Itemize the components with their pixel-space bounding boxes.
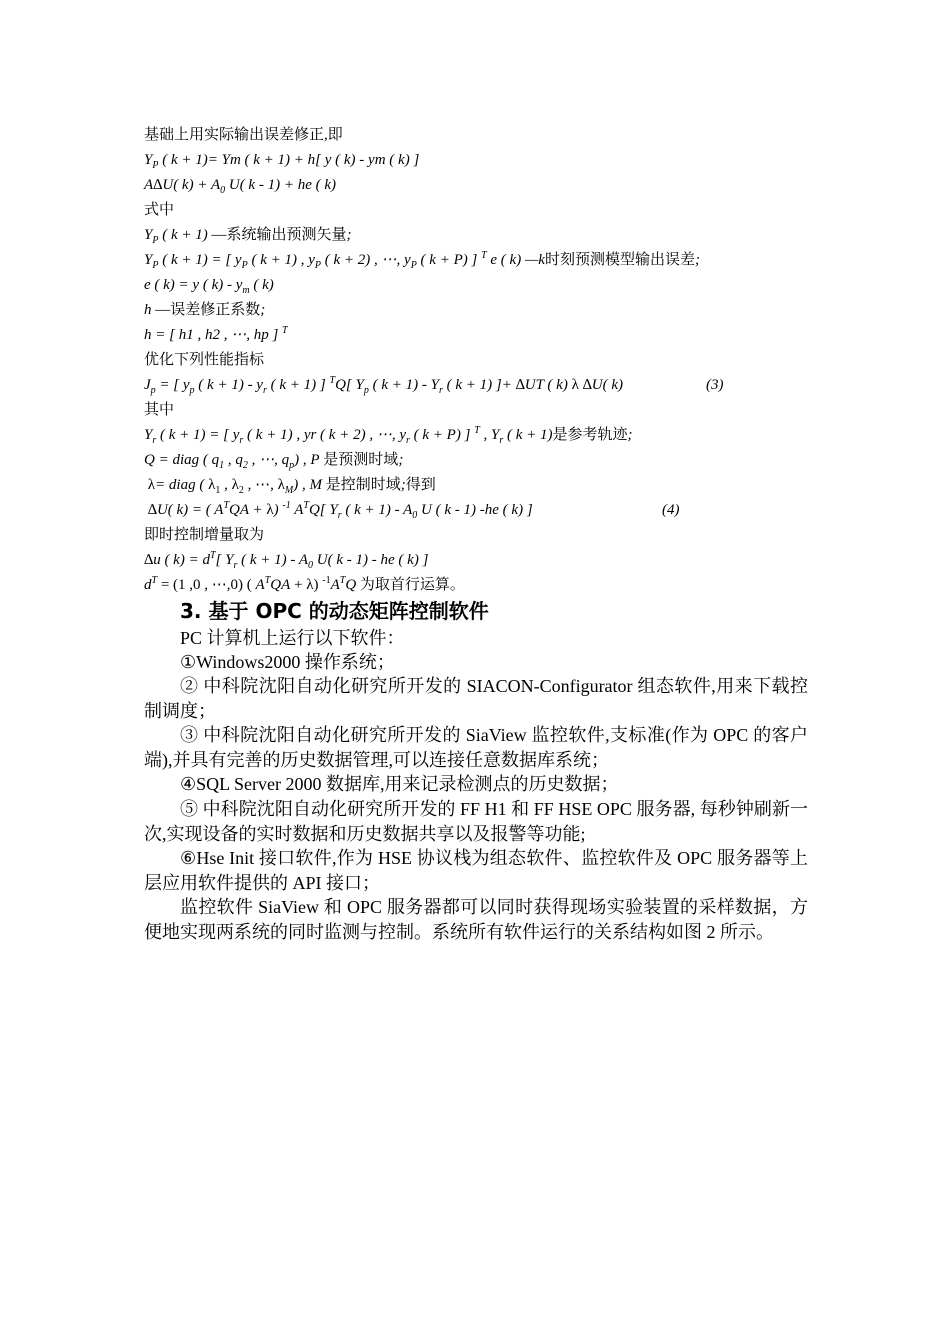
equation-performance-index: $J_p$ = [ $y_p$ ( $k + 1) - y_r$ ( k + 1) ] $^T$Q[ $Y_p$ ( $k + 1) - Y_r$ ( k + 1) ]+ ∆UT ( k) λ ∆U( k): [144, 375, 624, 396]
definition-h: h —误差修正系数;: [144, 302, 266, 318]
equation-yp-vector: $Y_P$ ( k + 1) = [ $y_P$ ( k + 1) , $y_P$ ( k + 2) , ⋯, $y_P$ ( k + P) ] $^T$ e ( k) —k时刻预测模型输出误差;: [144, 250, 700, 271]
equation-yp-correction: $Y_P$ ( k + 1)= Ym ( k + 1) + h[ y ( k) - ym ( k) ]: [144, 152, 420, 171]
paragraph-item-5: ⑤ 中科院沈阳自动化研究所开发的 FF H1 和 FF HSE OPC 服务器, 每秒钟刷新一次,实现设备的实时数据和历史数据共享以及报警等功能;: [144, 799, 808, 844]
equation-error: e ( k) = y ( $k) - y_m$ ( k): [144, 277, 274, 296]
equation-reference-trajectory: $Y_r$ ( k + 1) = [ $y_r$ ( k + 1) , yr ( k + 2) , ⋯, $y_r$ ( k + P) ] $^T$ , $Y_r$ ( k + 1)是参考轨迹;: [144, 425, 633, 446]
text-line-increment: 即时控制增量取为: [144, 527, 265, 543]
equation-dt: $d^T = (1$ ,0 , ⋯,0) ( $A^TQA + \lambda$) $^{-1}A^TQ$ 为取首行运算。: [144, 575, 465, 593]
paragraph-pc-software: PC 计算机上运行以下软件：: [180, 628, 405, 648]
equation-number-4: (4): [662, 502, 680, 518]
paragraph-item-3: ③ 中科院沈阳自动化研究所开发的 SiaView 监控软件,支标准(作为 OPC 的客户端),并具有完善的历史数据管理,可以连接任意数据库系统；: [144, 725, 808, 770]
equation-number-3: (3): [706, 377, 724, 393]
paragraph-item-2: ② 中科院沈阳自动化研究所开发的 SIACON-Configurator 组态软件,用来下载控制调度；: [144, 676, 808, 721]
text-line-intro: 基础上用实际输出误差修正,即: [144, 127, 343, 143]
equation-delta-u-instant: ∆u ( $k) = d^T$[ $Y_r$ ( $k + 1) - A_0$ U( k - 1) - he ( k) ]: [144, 550, 429, 571]
paragraph-item-4: ④SQL Server 2000 数据库,用来记录检测点的历史数据；: [180, 774, 619, 794]
section-heading: 3. 基于 OPC 的动态矩阵控制软件: [180, 599, 489, 623]
text-line-shizhong: 式中: [144, 202, 175, 218]
text-line-optimize: 优化下列性能指标: [144, 352, 265, 368]
equation-h-vector: h = [ h1 , h2 , ⋯, hp ] $^T$: [144, 325, 288, 343]
equation-model-output: A∆U( $k) + A_0$ U( k - 1) + he ( k): [144, 177, 337, 196]
equation-lambda-diag: λ= diag ( $\lambda_1$ , $\lambda_2$ , ⋯, $\lambda_M$) , M 是控制时域;得到: [144, 477, 436, 496]
equation-delta-u: ∆U( k) = ( $A^TQA + \lambda$) $^{-1}$ $A^TQ$[ $Y_r$ ( $k + 1) - A_0$ U ( k - 1) -he ( k) ]: [144, 500, 533, 521]
equation-q-diag: Q = diag ( $q_1$ , $q_2$ , ⋯, $q_p$) , P 是预测时域;: [144, 452, 404, 471]
paragraph-item-6: ⑥Hse Init 接口软件,作为 HSE 协议栈为组态软件、监控软件及 OPC 服务器等上层应用软件提供的 API 接口；: [144, 848, 808, 893]
text-line-qizhong: 其中: [144, 402, 175, 418]
paragraph-item-1: ①Windows2000 操作系统；: [180, 652, 395, 672]
paragraph-summary: 监控软件 SiaView 和 OPC 服务器都可以同时获得现场实验装置的采样数据，方便地实现两系统的同时监测与控制。系统所有软件运行的关系结构如图 2 所示。: [144, 897, 808, 942]
definition-yp: $Y_P$ ( k + 1) —系统输出预测矢量;: [144, 227, 352, 246]
